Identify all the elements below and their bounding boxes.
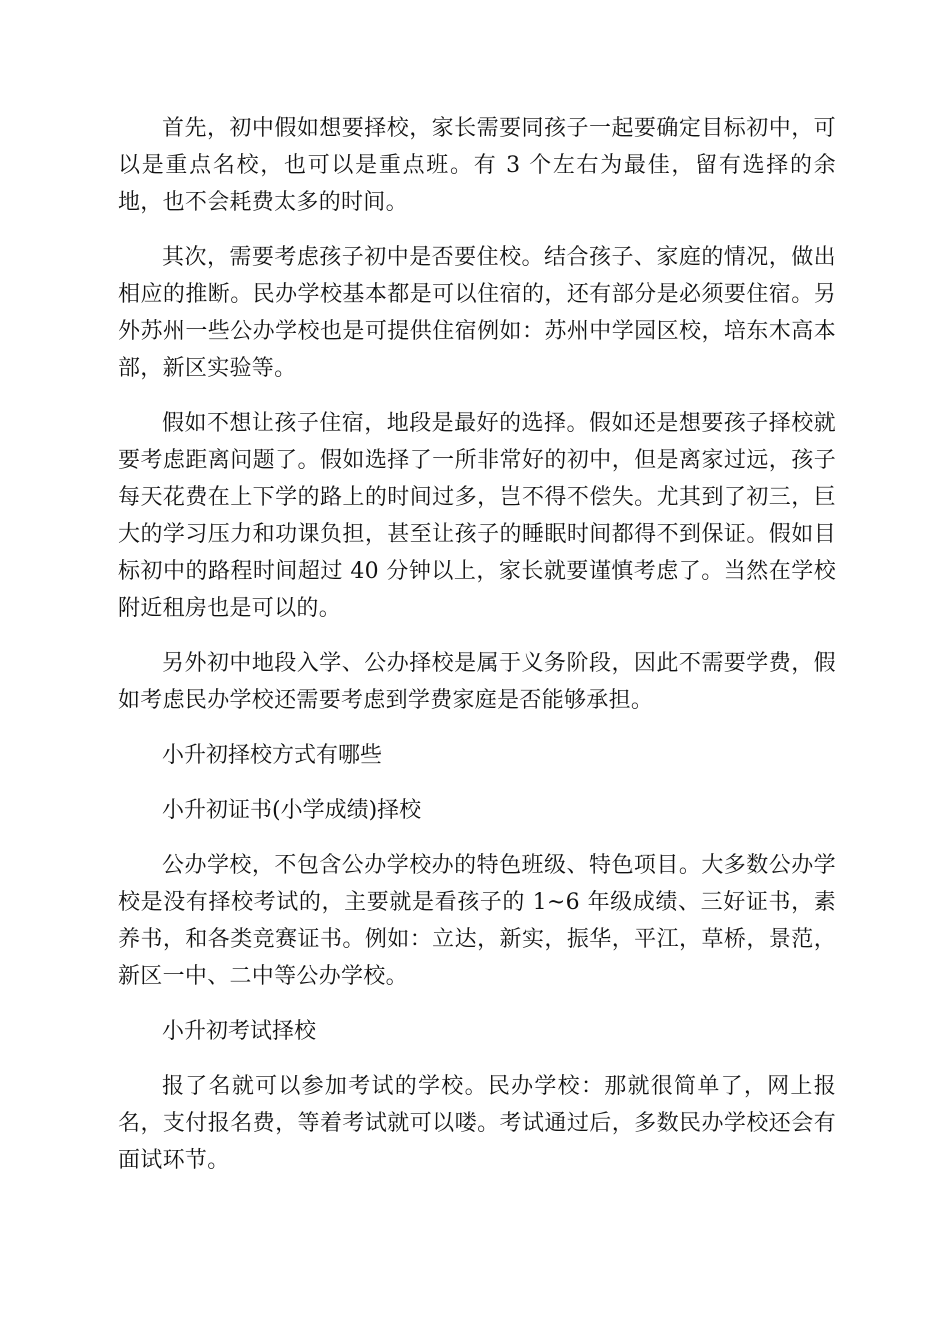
paragraph-distance: 假如不想让孩子住宿，地段是最好的选择。假如还是想要孩子择校就要考虑距离问题了。假如选择了一所非常好的初中，但是离家过远，孩子每天花费在上下学的路上的时间过多，岂不得不偿失。尤其到了初三，巨大的学习压力和功课负担，甚至让孩子的睡眠时间都得不到保证。假如目标初中的路程时间超过 40 分钟以上，家长就要谨慎考虑了。当然在学校附近租房也是可以的。: [118, 411, 836, 621]
section-heading-certificates: 小升初证书(小学成绩)择校: [162, 798, 422, 823]
paragraph-tuition: 另外初中地段入学、公办择校是属于义务阶段，因此不需要学费，假如考虑民办学校还需要考虑到学费家庭是否能够承担。: [118, 651, 836, 713]
section-heading-methods: 小升初择校方式有哪些: [162, 743, 383, 768]
paragraph-boarding: 其次，需要考虑孩子初中是否要住校。结合孩子、家庭的情况，做出相应的推断。民办学校基本都是可以住宿的，还有部分是必须要住宿。另外苏州一些公办学校也是可提供住宿例如：苏州中学园区校，培东木高本部，新区实验等。: [118, 245, 836, 381]
section-heading-exam: 小升初考试择校: [162, 1019, 317, 1044]
document-body: [118, 110, 836, 1197]
paragraph-public-schools: 公办学校，不包含公办学校办的特色班级、特色项目。大多数公办学校是没有择校考试的，主要就是看孩子的 1~6 年级成绩、三好证书，素养书，和各类竞赛证书。例如：立达，新实，振华，平江，草桥，景范，新区一中、二中等公办学校。: [118, 853, 836, 989]
paragraph-private-schools: 报了名就可以参加考试的学校。民办学校：那就很简单了，网上报名，支付报名费，等着考试就可以喽。考试通过后，多数民办学校还会有面试环节。: [118, 1074, 836, 1173]
paragraph-target-school: 首先，初中假如想要择校，家长需要同孩子一起要确定目标初中，可以是重点名校，也可以是重点班。有 3 个左右为最佳，留有选择的余地，也不会耗费太多的时间。: [118, 116, 836, 215]
